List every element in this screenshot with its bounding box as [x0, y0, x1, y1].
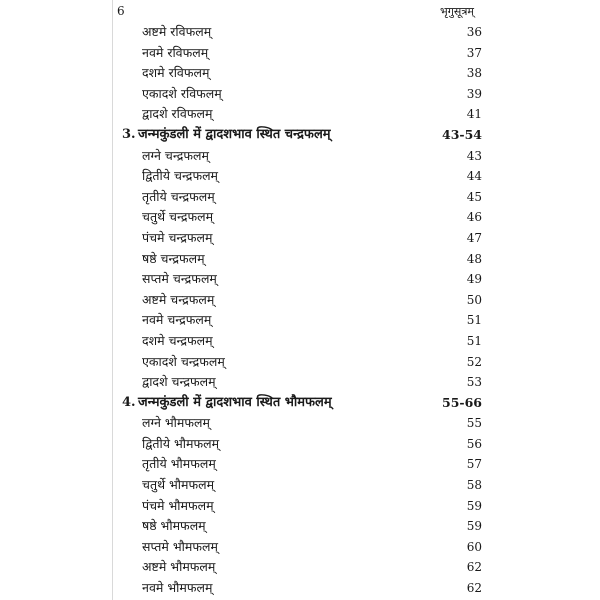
section-number: 4.	[122, 394, 136, 410]
toc-entry-label: द्वितीये भौमफलम्	[142, 435, 220, 451]
toc-entry	[122, 104, 482, 125]
toc-entry-page: 59	[466, 498, 482, 513]
toc-entry	[122, 475, 482, 496]
toc-entry-label: एकादशे रविफलम्	[142, 85, 222, 101]
toc-entry-label: पंचमे चन्द्रफलम्	[142, 229, 213, 245]
toc-entry-page: 41	[466, 107, 482, 122]
toc-entry-page: 50	[466, 292, 482, 307]
toc-entry	[122, 63, 482, 84]
toc-entry-label: एकादशे चन्द्रफलम्	[142, 353, 225, 369]
toc-entry-page: 58	[466, 478, 482, 493]
toc-entry-label: नवमे चन्द्रफलम्	[142, 312, 212, 328]
toc-entry	[122, 413, 482, 434]
toc-entry-label: सप्तमे चन्द्रफलम्	[142, 271, 217, 287]
toc-entry-label: द्वितीये चन्द्रफलम्	[142, 168, 219, 184]
toc-entry-label: षष्ठे चन्द्रफलम्	[142, 250, 205, 266]
toc-entry-label: दशमे रविफलम्	[142, 65, 210, 81]
section-number: 3.	[122, 126, 136, 142]
page-number: 6	[117, 4, 125, 18]
toc-entry-page: 47	[466, 230, 482, 245]
toc-entry-page: 52	[466, 354, 482, 369]
toc-entry	[122, 228, 482, 249]
toc-entry-page: 44	[466, 169, 482, 184]
toc-entry-label: दशमे चन्द्रफलम्	[142, 332, 213, 348]
toc-entry	[122, 496, 482, 517]
toc-entry-page: 55	[466, 416, 482, 431]
toc-entry-label: लग्ने चन्द्रफलम्	[142, 147, 209, 163]
section-heading-label	[122, 393, 332, 414]
toc-entry	[122, 331, 482, 352]
section-page-range: 43-54	[442, 126, 482, 142]
section-heading	[122, 125, 482, 146]
toc-entry-label: चतुर्थे चन्द्रफलम्	[142, 209, 214, 225]
toc-entry	[122, 249, 482, 270]
toc-entry-page: 56	[466, 436, 482, 451]
toc-entry	[122, 146, 482, 167]
section-title: जन्मकुंडली में द्वादशभाव स्थित भौमफलम्	[138, 394, 332, 410]
toc-entry-label: नवमे भौमफलम्	[142, 580, 213, 596]
toc-entry	[122, 557, 482, 578]
toc-entry	[122, 187, 482, 208]
toc-entry	[122, 84, 482, 105]
toc-entry	[122, 516, 482, 537]
page-fold-line	[112, 0, 113, 600]
section-page-range: 55-66	[442, 394, 482, 410]
toc-entry	[122, 22, 482, 43]
toc-entry-label: द्वादशे रविफलम्	[142, 106, 213, 122]
toc-entry	[122, 269, 482, 290]
toc-entry	[122, 578, 482, 599]
toc-entry-page: 51	[466, 313, 482, 328]
toc-entry-page: 43	[466, 148, 482, 163]
toc-entry-page: 62	[466, 560, 482, 575]
toc-entry-page: 59	[466, 519, 482, 534]
toc-entry-label: षष्ठे भौमफलम्	[142, 518, 206, 534]
toc-entry	[122, 372, 482, 393]
toc-entry-page: 36	[466, 25, 482, 39]
toc-entry	[122, 43, 482, 64]
running-head: भृगुसूत्रम्	[440, 5, 475, 18]
toc-entry-label: चतुर्थे भौमफलम्	[142, 477, 215, 493]
toc-entry	[122, 310, 482, 331]
section-heading	[122, 393, 482, 414]
toc-entry	[122, 434, 482, 455]
toc-entry	[122, 537, 482, 558]
toc-entry-page: 53	[466, 375, 482, 390]
toc-entry-label: अष्टमे भौमफलम्	[142, 559, 216, 575]
toc-entry	[122, 290, 482, 311]
toc-entry-label: नवमे रविफलम्	[142, 44, 209, 60]
toc-entry-page: 48	[466, 251, 482, 266]
toc-entry	[122, 166, 482, 187]
toc-entry	[122, 454, 482, 475]
toc-entry-label: अष्टमे चन्द्रफलम्	[142, 291, 215, 307]
toc-entry	[122, 207, 482, 228]
toc-entry-page: 39	[466, 86, 482, 101]
toc-entry-page: 49	[466, 272, 482, 287]
toc-entry-page: 38	[466, 66, 482, 81]
toc-entry-page: 37	[466, 45, 482, 60]
toc-entry-page: 51	[466, 333, 482, 348]
toc-entry-label: लग्ने भौमफलम्	[142, 415, 210, 431]
page-margin	[0, 0, 112, 600]
toc-entry-page: 57	[466, 457, 482, 472]
toc-entry	[122, 352, 482, 373]
toc-entry-label: द्वादशे चन्द्रफलम्	[142, 374, 216, 390]
toc-entry-page: 45	[466, 189, 482, 204]
table-of-contents	[122, 22, 482, 599]
toc-entry-label: पंचमे भौमफलम्	[142, 497, 214, 513]
toc-entry-label: अष्टमे रविफलम्	[142, 24, 212, 39]
section-heading-label	[122, 125, 331, 146]
toc-entry-page: 46	[466, 210, 482, 225]
toc-entry-label: सप्तमे भौमफलम्	[142, 538, 218, 554]
toc-entry-page: 60	[466, 539, 482, 554]
toc-entry-page: 62	[466, 581, 482, 596]
toc-entry-label: तृतीये भौमफलम्	[142, 456, 216, 472]
toc-entry-label: तृतीये चन्द्रफलम्	[142, 188, 215, 204]
section-title: जन्मकुंडली में द्वादशभाव स्थित चन्द्रफलम्	[138, 126, 331, 142]
